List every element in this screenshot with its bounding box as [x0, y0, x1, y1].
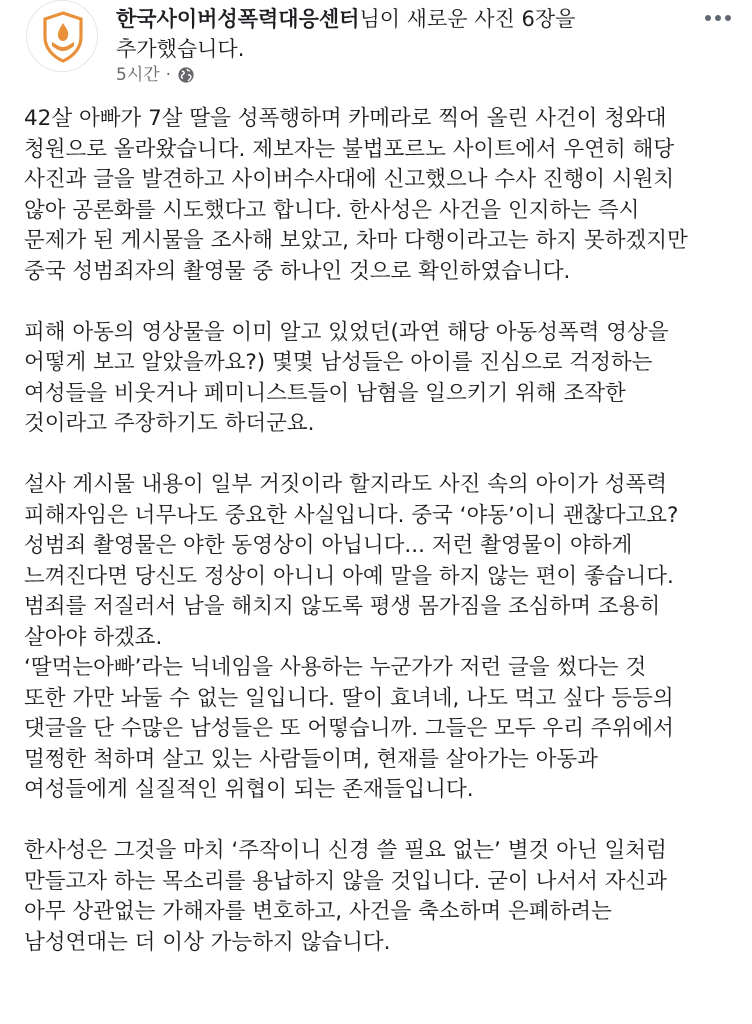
post-action-text: 님이 새로운 사진 6장을: [359, 7, 576, 31]
text-line: 댓글을 단 수많은 남성들은 또 어떻습니까. 그들은 모두 우리 주위에서: [24, 716, 674, 741]
center-logo-icon: [41, 11, 85, 63]
text-line: 여성들에게 실질적인 위협이 되는 존재들입니다.: [24, 777, 474, 802]
more-dot: [715, 15, 721, 21]
text-line: 아무 상관없는 가해자를 변호하고, 사건을 축소하며 은폐하려는: [24, 899, 612, 924]
post-header: [0, 0, 752, 96]
text-line: 범죄를 저질러서 남을 해치지 않도록 평생 몸가짐을 조심하며 조용히: [24, 594, 661, 619]
text-line: 42살 아빠가 7살 딸을 성폭행하며 카메라로 찍어 올린 사건이 청와대: [24, 106, 667, 131]
text-line: 사진과 글을 발견하고 사이버수사대에 신고했으나 수사 진행이 시원치: [24, 167, 675, 192]
more-dot: [705, 15, 711, 21]
post-meta: [116, 64, 195, 86]
text-line: ‘딸먹는아빠’라는 닉네임을 사용하는 누군가가 저런 글을 썼다는 것: [24, 655, 647, 680]
text-line: 어떻게 보고 알았을까요?) 몇몇 남성들은 아이를 진심으로 걱정하는: [24, 350, 653, 375]
post-paragraph: [24, 470, 748, 806]
text-line: 문제가 된 게시물을 조사해 보았고, 차마 다행이라고는 하지 못하겠지만: [24, 228, 688, 253]
author-link[interactable]: 한국사이버성폭력대응센터: [116, 7, 360, 31]
page-avatar[interactable]: [26, 0, 98, 72]
text-line: 중국 성범죄자의 촬영물 중 하나인 것으로 확인하였습니다.: [24, 258, 571, 284]
more-options-icon[interactable]: [698, 6, 738, 30]
post-paragraph: [24, 318, 748, 440]
text-line: 것이라고 주장하기도 하더군요.: [24, 411, 315, 436]
text-line: 만들고자 하는 목소리를 용납하지 않을 것입니다. 굳이 나서서 자신과: [24, 868, 668, 894]
post-action-text-line2: 추가했습니다.: [116, 37, 245, 61]
text-line: 설사 게시물 내용이 일부 거짓이라 할지라도 사진 속의 아이가 성폭력: [24, 472, 668, 497]
text-line: 한사성은 그것을 마치 ‘주작이니 신경 쓸 필요 없는’ 별것 아닌 일처럼: [24, 838, 667, 863]
text-line: 멀쩡한 척하며 살고 있는 사람들이며, 현재를 살아가는 아동과: [24, 746, 598, 772]
text-line: 남성연대는 더 이상 가능하지 않습니다.: [24, 929, 391, 955]
post-timestamp[interactable]: 5시간: [116, 65, 160, 85]
paragraph-gap: [24, 287, 748, 318]
text-line: 피해자임은 너무나도 중요한 사실입니다. 중국 ‘야동’이니 괜찮다고요?: [24, 502, 679, 528]
post-paragraph: [24, 836, 748, 958]
globe-icon: [177, 66, 195, 84]
paragraph-gap: [24, 806, 748, 837]
text-line: 않아 공론화를 시도했다고 합니다. 한사성은 사건을 인지하는 즉시: [24, 197, 640, 223]
text-line: 성범죄 촬영물은 야한 동영상이 아닙니다... 저런 촬영물이 야하게: [24, 533, 633, 558]
text-line: 청원으로 올라왔습니다. 제보자는 불법포르노 사이트에서 우연히 해당: [24, 136, 675, 162]
text-line: 또한 가만 놔둘 수 없는 일입니다. 딸이 효녀네, 나도 먹고 싶다 등등의: [24, 685, 674, 711]
post-title: [116, 4, 676, 64]
post-paragraph: [24, 104, 748, 287]
more-dot: [725, 15, 731, 21]
meta-separator: ·: [165, 65, 172, 85]
text-line: 살아야 하겠죠.: [24, 624, 163, 650]
post-body: [24, 104, 748, 958]
text-line: 느껴진다면 당신도 정상이 아니니 아예 말을 하지 않는 편이 좋습니다.: [24, 563, 674, 589]
paragraph-gap: [24, 440, 748, 471]
text-line: 피해 아동의 영상물을 이미 알고 있었던(과연 해당 아동성폭력 영상을: [24, 319, 669, 345]
text-line: 여성들을 비웃거나 페미니스트들이 남혐을 일으키기 위해 조작한: [24, 380, 626, 406]
